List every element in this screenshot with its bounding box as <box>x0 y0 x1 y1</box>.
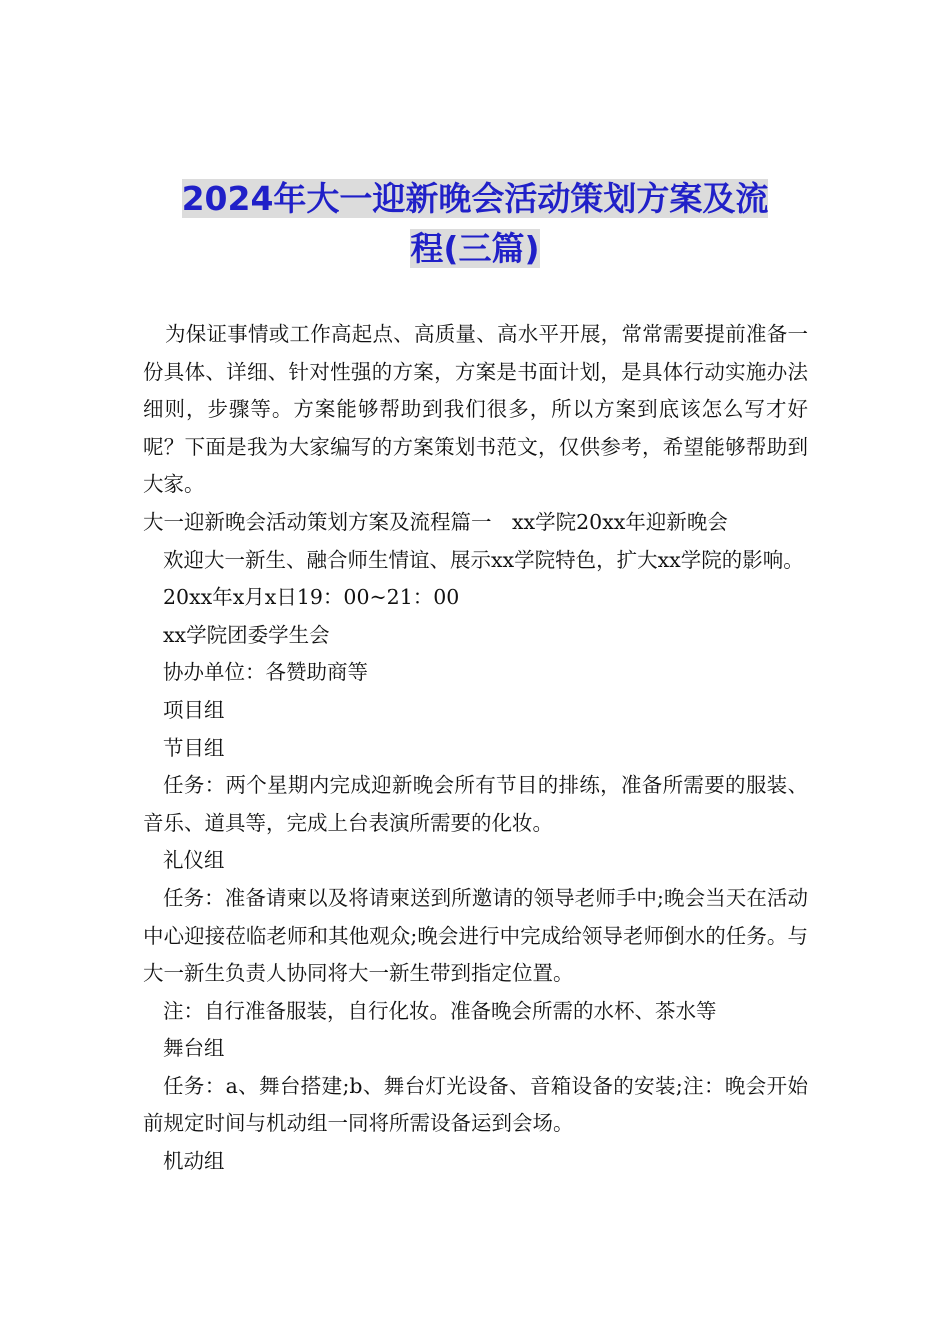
body-paragraph: 礼仪组 <box>163 848 225 873</box>
body-paragraph: xx学院团委学生会 <box>163 622 330 647</box>
body-paragraph: 节目组 <box>163 735 225 760</box>
document-body <box>143 316 808 1181</box>
body-paragraph: 舞台组 <box>163 1036 225 1061</box>
title-line-2: 程(三篇) <box>410 229 540 268</box>
body-paragraph: 任务：a、舞台搭建;b、舞台灯光设备、音箱设备的安装;注：晚会开始前规定时间与机动组一同将所需设备运到会场。 <box>143 1073 808 1136</box>
body-paragraph: 注：自行准备服装，自行化妆。准备晚会所需的水杯、茶水等 <box>163 998 717 1023</box>
intro-paragraph: 为保证事情或工作高起点、高质量、高水平开展，常常需要提前准备一份具体、详细、针对性强的方案，方案是书面计划，是具体行动实施办法细则，步骤等。方案能够帮助到我们很多，所以方案到底该怎么写才好呢？下面是我为大家编写的方案策划书范文，仅供参考，希望能够帮助到大家。 <box>143 322 808 497</box>
document-title <box>140 174 810 274</box>
body-paragraph: 协办单位：各赞助商等 <box>163 660 368 685</box>
body-paragraph: 项目组 <box>163 697 225 722</box>
body-paragraph: 机动组 <box>163 1149 225 1174</box>
title-line-1: 2024年大一迎新晚会活动策划方案及流 <box>181 179 769 218</box>
section-heading: 大一迎新晚会活动策划方案及流程篇一 xx学院20xx年迎新晚会 <box>143 509 728 534</box>
body-paragraph: 任务：准备请柬以及将请柬送到所邀请的领导老师手中;晚会当天在活动中心迎接莅临老师和其他观众;晚会进行中完成给领导老师倒水的任务。与大一新生负责人协同将大一新生带到指定位置。 <box>143 885 808 986</box>
body-paragraph: 任务：两个星期内完成迎新晚会所有节目的排练，准备所需要的服装、音乐、道具等，完成上台表演所需要的化妆。 <box>143 773 808 835</box>
body-paragraph: 欢迎大一新生、融合师生情谊、展示xx学院特色，扩大xx学院的影响。 <box>163 547 804 572</box>
body-paragraph: 20xx年x月x日19：00~21：00 <box>163 585 460 610</box>
